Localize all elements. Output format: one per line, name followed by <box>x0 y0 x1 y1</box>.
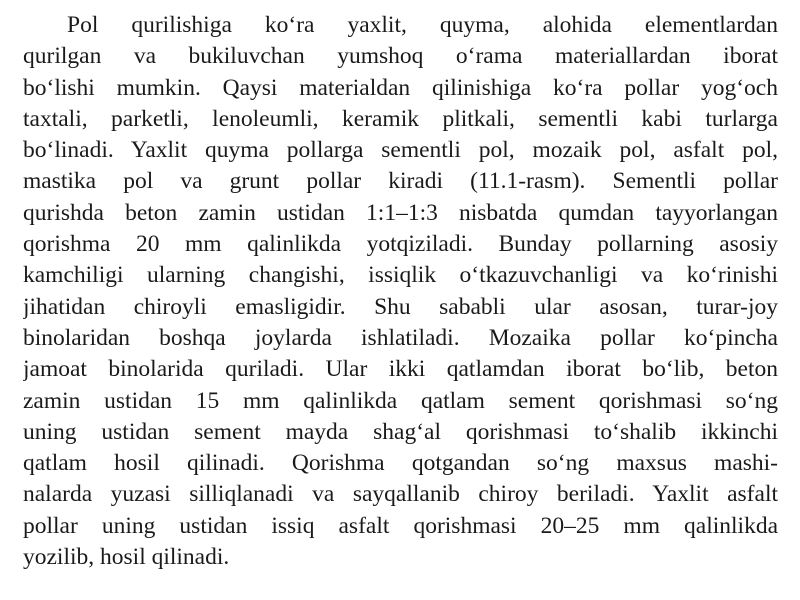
paragraph-line: bo‘linadi. Yaxlit quyma pollarga sementli pol, mozaik pol, asfalt pol, <box>23 137 778 164</box>
paragraph-line-last: yozilib, hosil qilinadi. <box>23 544 230 571</box>
paragraph-line: jamoat binolarida quriladi. Ular ikki qatlamdan iborat bo‘lib, beton <box>23 356 778 383</box>
paragraph-line: bo‘lishi mumkin. Qaysi materialdan qilinishiga ko‘ra pollar yog‘och <box>23 74 778 101</box>
paragraph-line: uning ustidan sement mayda shag‘al qorishmasi to‘shalib ikkinchi <box>23 418 778 445</box>
paragraph-line: kamchiligi ularning changishi, issiqlik o‘tkazuvchanligi va ko‘rinishi <box>23 262 778 289</box>
paragraph-line: jihatidan chiroyli emasligidir. Shu sababli ular asosan, turar-joy <box>23 293 778 320</box>
document-page <box>23 10 778 595</box>
paragraph-line: nalarda yuzasi silliqlanadi va sayqallanib chiroy beriladi. Yaxlit asfalt <box>23 481 778 508</box>
paragraph-line: qatlam hosil qilinadi. Qorishma qotgandan so‘ng maxsus mashi- <box>23 450 778 477</box>
paragraph-line: taxtali, parketli, lenoleumli, keramik plitkali, sementli kabi turlarga <box>23 105 778 132</box>
paragraph-line: mastika pol va grunt pollar kiradi (11.1-rasm). Sementli pollar <box>23 168 778 195</box>
paragraph-line: qurilgan va bukiluvchan yumshoq o‘rama materiallardan iborat <box>23 43 778 70</box>
paragraph-line: binolaridan boshqa joylarda ishlatiladi. Mozaika pollar ko‘pincha <box>23 324 778 351</box>
paragraph-line: pollar uning ustidan issiq asfalt qorishmasi 20–25 mm qalinlikda <box>23 512 778 539</box>
paragraph-line: qorishma 20 mm qalinlikda yotqiziladi. Bunday pollarning asosiy <box>23 231 778 258</box>
body-paragraph <box>23 10 778 573</box>
paragraph-line: Pol qurilishiga ko‘ra yaxlit, quyma, alohida elementlardan <box>67 12 778 38</box>
paragraph-line: qurishda beton zamin ustidan 1:1–1:3 nisbatda qumdan tayyorlangan <box>23 199 778 226</box>
paragraph-line: zamin ustidan 15 mm qalinlikda qatlam sement qorishmasi so‘ng <box>23 387 778 414</box>
